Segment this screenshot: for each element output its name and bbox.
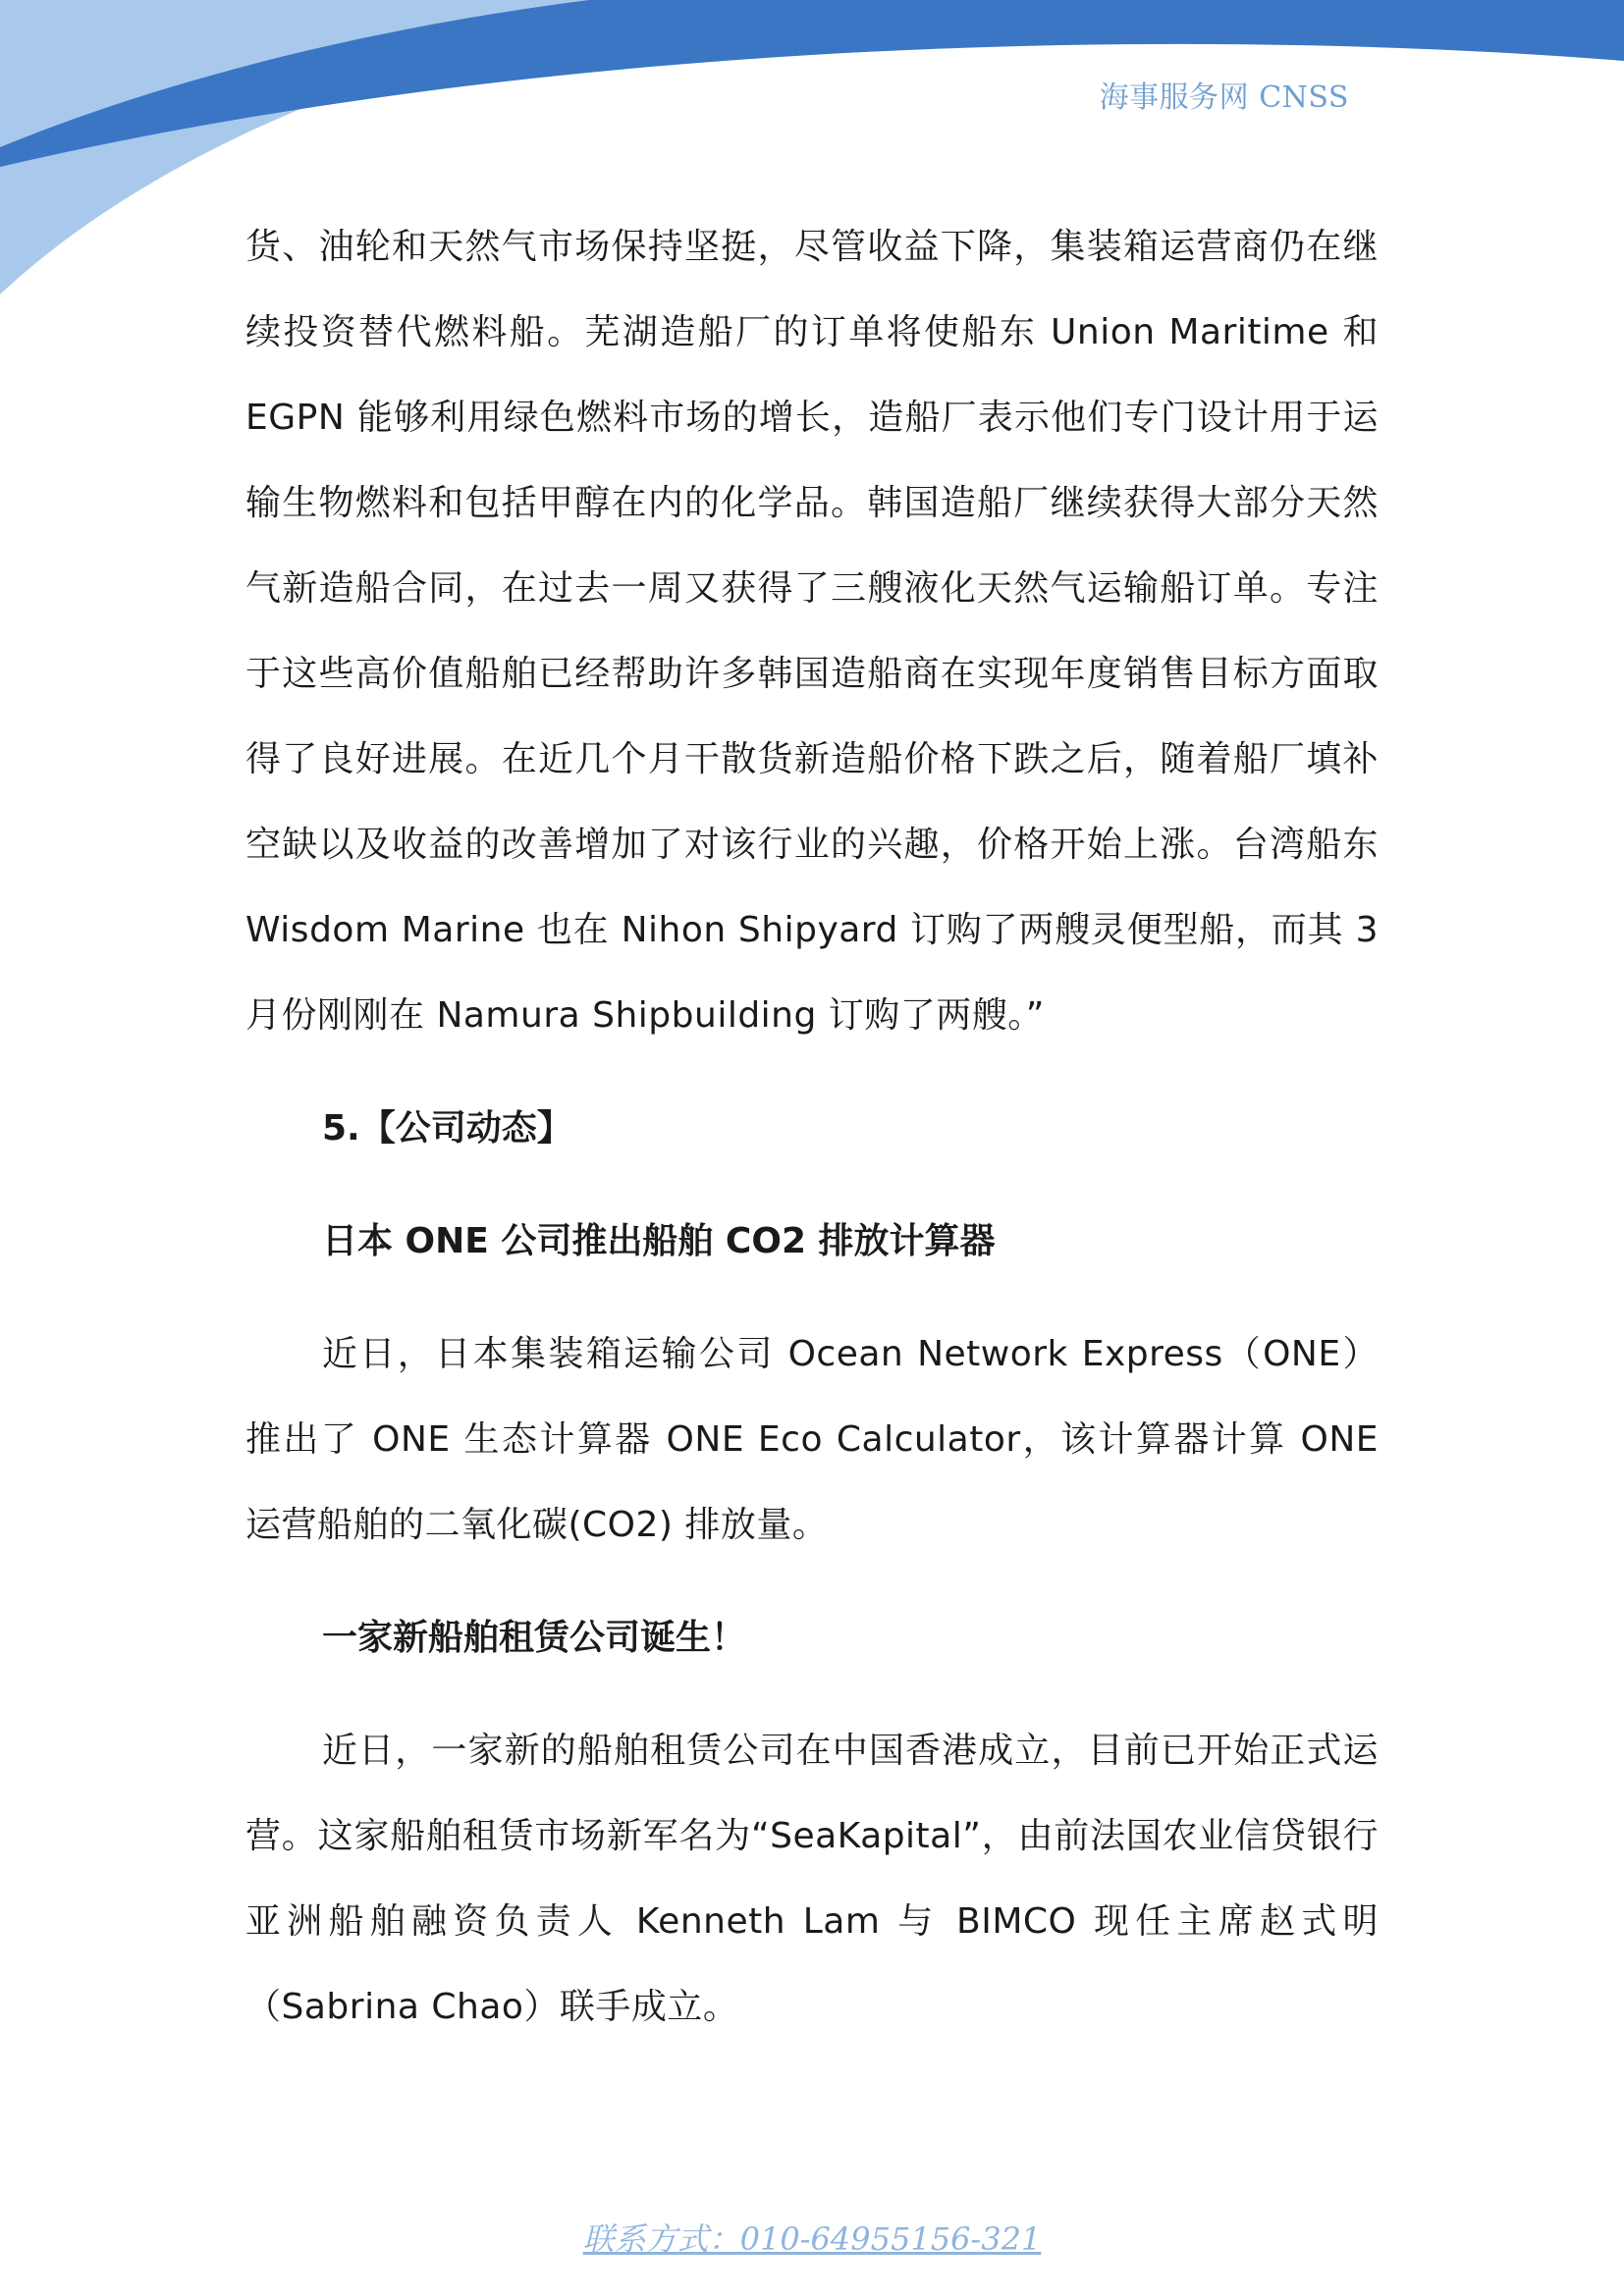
news-2-title: 一家新船舶租赁公司诞生！ [322,1618,747,1658]
article-body [245,204,1379,2050]
footer-contact-link[interactable]: 联系方式：010-64955156-321 [582,2220,1042,2258]
section-heading: 5.【公司动态】 [322,1108,572,1148]
continued-paragraph: 货、油轮和天然气市场保持坚挺，尽管收益下降，集装箱运营商仍在继续投资替代燃料船。芜湖造船厂的订单将使船东 Union Maritime 和 EGPN 能够利用绿色燃料市场的增长，造船厂表示他们专门设计用于运输生物燃料和包括甲醇在内的化学品。韩国造船厂继续获得大部分天然气新造船合同，在过去一周又获得了三艘液化天然气运输船订单。专注于这些高价值船舶已经帮助许多韩国造船商在实现年度销售目标方面取得了良好进展。在近几个月干散货新造船价格下跌之后，随着船厂填补空缺以及收益的改善增加了对该行业的兴趣，价格开始上涨。台湾船东 Wisdom Marine 也在 Nihon Shipyard 订购了两艘灵便型船，而其 3 月份刚刚在 Namura Shipbuilding 订购了两艘。” [245,227,1379,1036]
news-2-text: 近日，一家新的船舶租赁公司在中国香港成立，目前已开始正式运营。这家船舶租赁市场新军名为“SeaKapital”，由前法国农业信贷银行亚洲船舶融资负责人 Kenneth Lam 与 BIMCO 现任主席赵式明（Sabrina Chao）联手成立。 [245,1731,1379,2027]
news-1-title: 日本 ONE 公司推出船舶 CO2 排放计算器 [322,1221,996,1261]
news-1-text: 近日，日本集装箱运输公司 Ocean Network Express（ONE）推出了 ONE 生态计算器 ONE Eco Calculator，该计算器计算 ONE 运营船舶的二氧化碳(CO2) 排放量。 [245,1334,1379,1545]
header-source-label: 海事服务网 CNSS [1099,80,1349,115]
